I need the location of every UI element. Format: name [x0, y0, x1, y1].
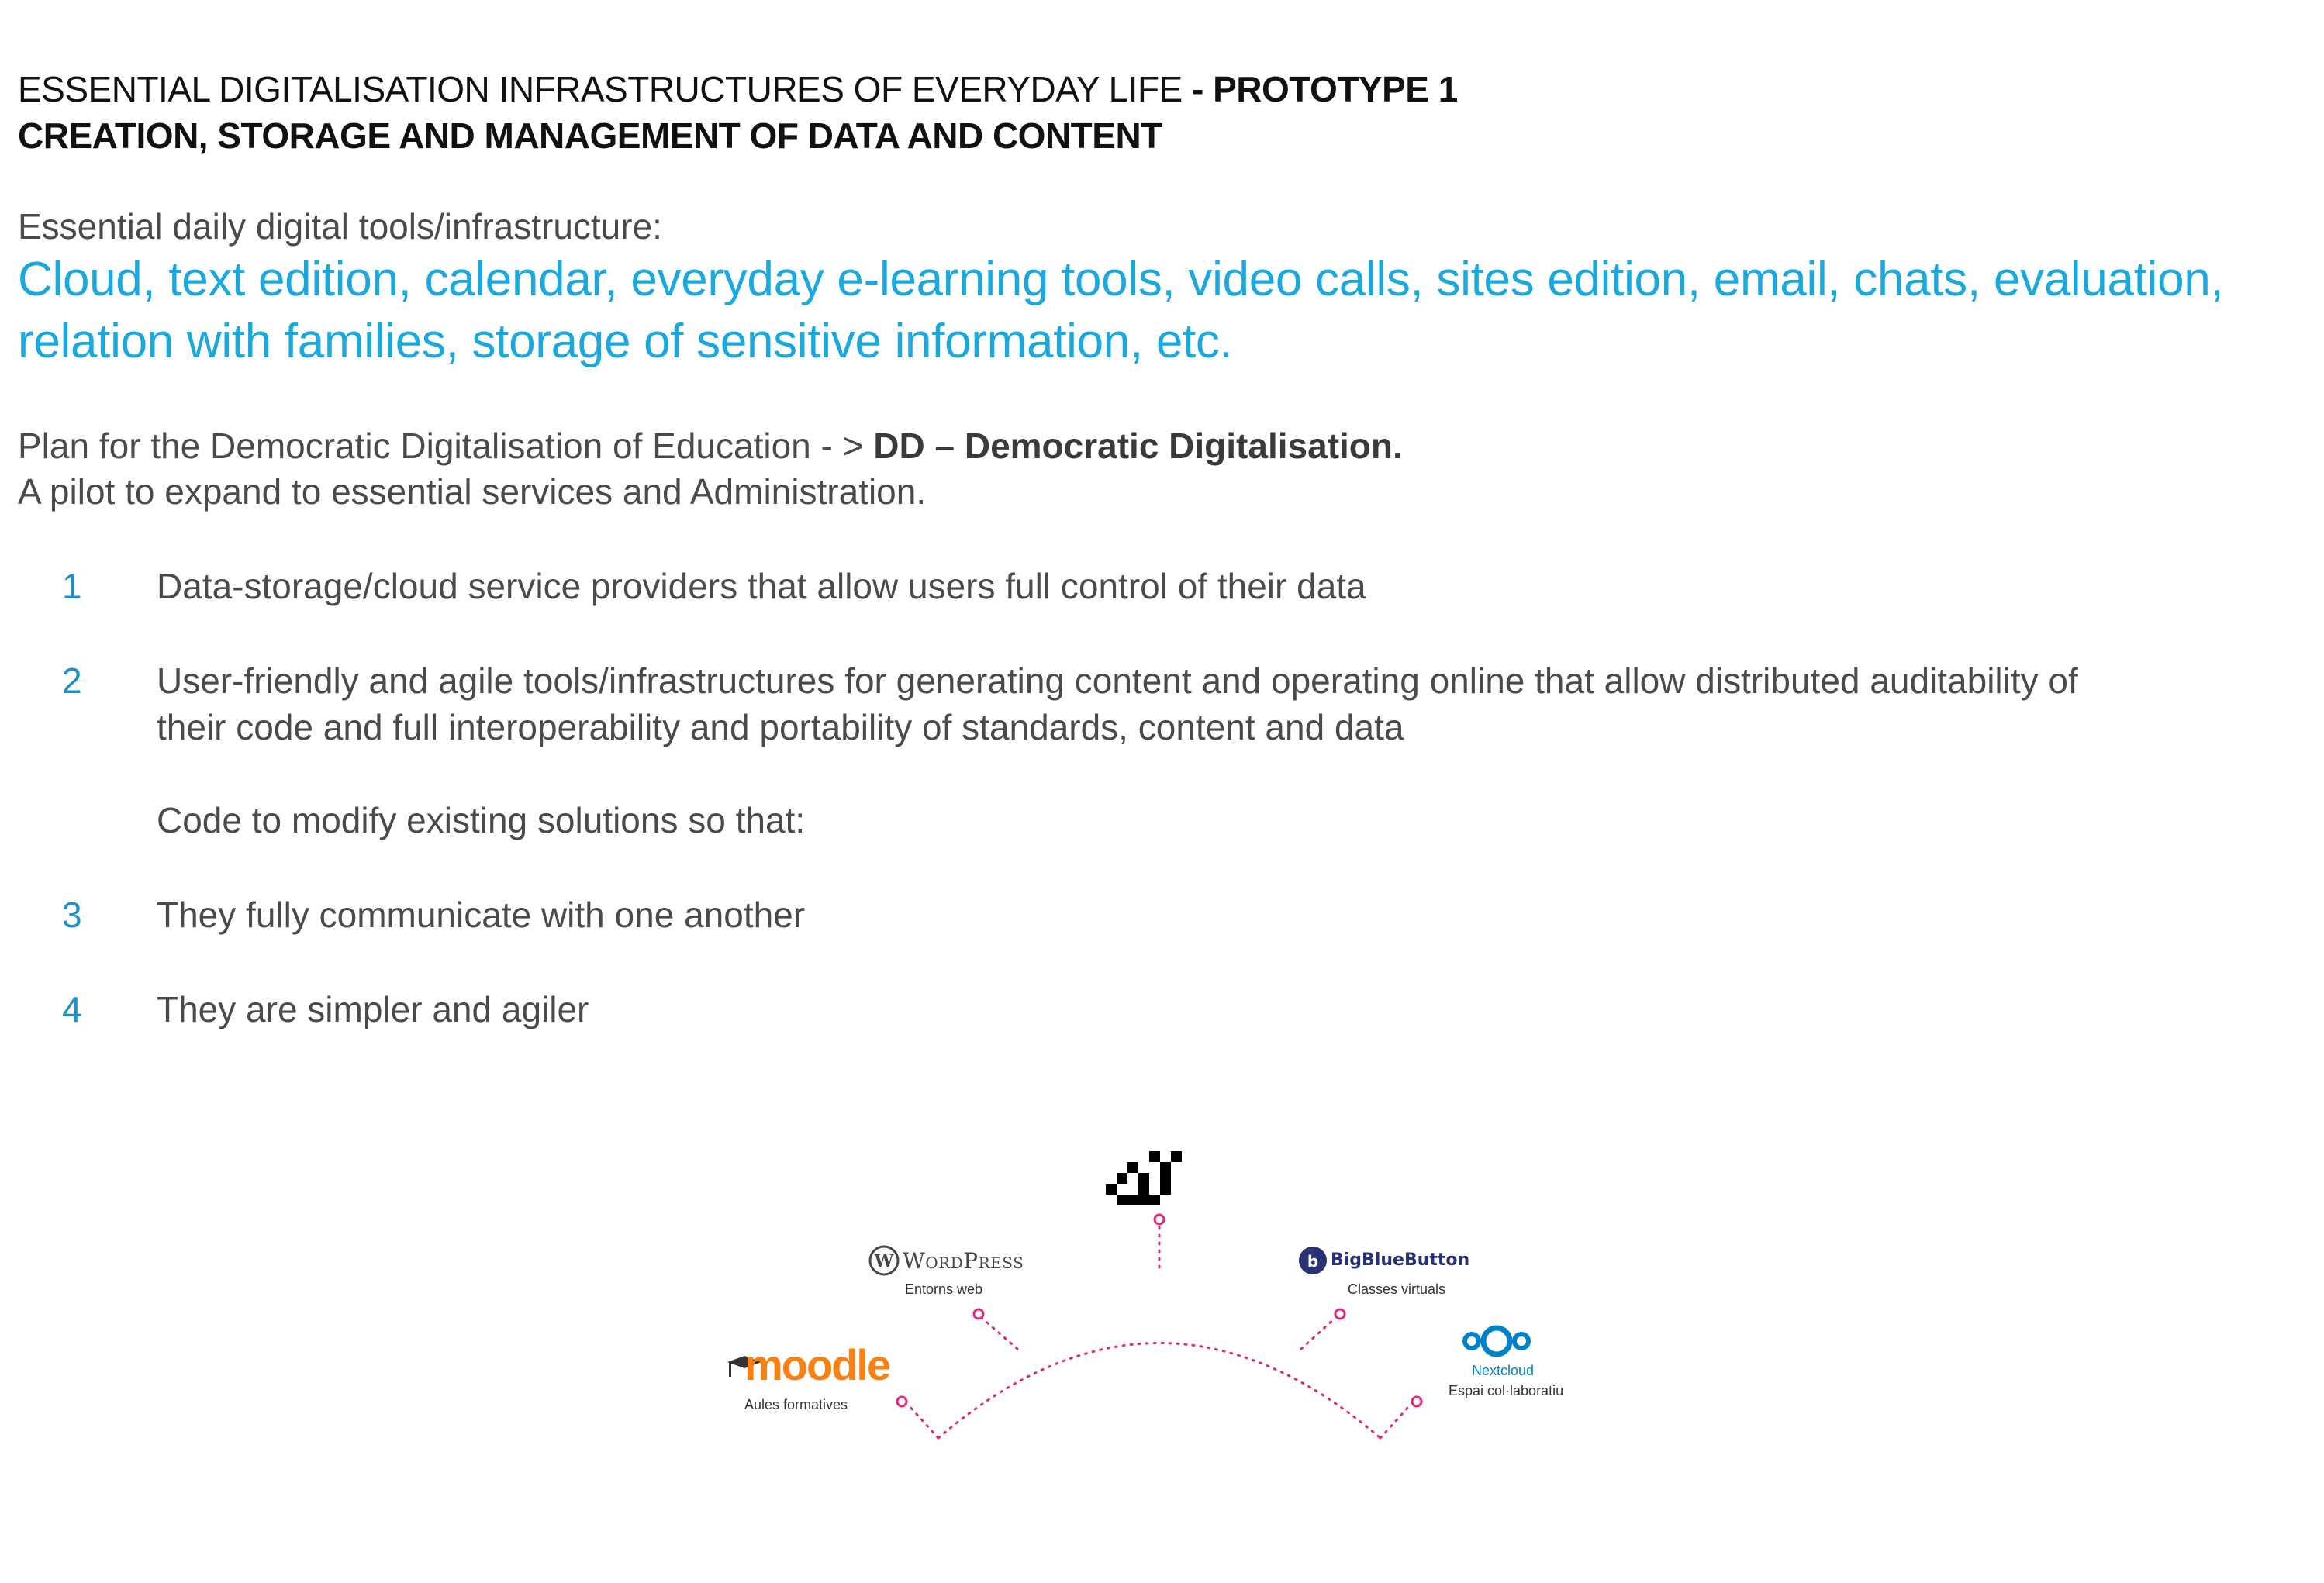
list-item-text: They are simpler and agiler	[157, 989, 589, 1029]
list-item-text: User-friendly and agile tools/infrastructures for generating content and operating online that allow distributed auditability of	[157, 660, 2078, 701]
dotted-spoke	[1301, 1318, 1335, 1349]
svg-text:b: b	[1307, 1252, 1319, 1271]
moodle-caption: Aules formatives	[744, 1397, 848, 1412]
dotted-arc	[938, 1343, 1380, 1439]
bigbluebutton-caption: Classes virtuals	[1348, 1281, 1446, 1297]
list-item-number: 2	[62, 660, 82, 701]
list-item-text: They fully communicate with one another	[157, 895, 806, 935]
page-subtitle: CREATION, STORAGE AND MANAGEMENT OF DATA AND CONTENT	[18, 116, 1162, 156]
nextcloud-wordmark: Nextcloud	[1472, 1363, 1535, 1378]
wordpress-caption: Entorns web	[905, 1281, 983, 1297]
bigbluebutton-wordmark: BigBlueButton	[1331, 1250, 1470, 1270]
intro-label: Essential daily digital tools/infrastructure:	[18, 206, 662, 247]
wordpress-wordmark: WordPress	[903, 1248, 1024, 1274]
list-item-number: 3	[62, 895, 82, 935]
list-item-text-continuation: their code and full interoperability and portability of standards, content and data	[157, 707, 1404, 747]
plan-line-1: Plan for the Democratic Digitalisation of Education - > DD – Democratic Digitalisation.	[18, 426, 1403, 466]
dotted-spoke	[1380, 1405, 1410, 1438]
list-item-text: Data-storage/cloud service providers that allow users full control of their data	[157, 566, 1366, 606]
moodle-wordmark: moodle	[744, 1340, 890, 1389]
dd-pixel-logo-icon	[1106, 1151, 1182, 1205]
node-circle	[1155, 1215, 1164, 1224]
list-subheading: Code to modify existing solutions so that:	[157, 800, 806, 840]
nextcloud-icon	[1465, 1328, 1528, 1354]
node-circle	[974, 1309, 983, 1319]
node-circle	[1412, 1397, 1421, 1406]
node-circle	[897, 1397, 906, 1406]
intro-highlight-line-1: Cloud, text edition, calendar, everyday e-learning tools, video calls, sites edition, email, chats, evaluation,	[18, 253, 2224, 306]
bigbluebutton-icon	[1299, 1247, 1327, 1274]
intro-highlight-line-2: relation with families, storage of sensitive information, etc.	[18, 315, 1233, 368]
list-item-number: 4	[62, 989, 82, 1029]
page-title: ESSENTIAL DIGITALISATION INFRASTRUCTURES OF EVERYDAY LIFE - PROTOTYPE 1	[18, 69, 1458, 109]
dotted-spoke	[982, 1318, 1017, 1349]
dotted-spoke	[909, 1405, 938, 1438]
nextcloud-caption: Espai col·laboratiu	[1449, 1383, 1564, 1398]
svg-text:W: W	[874, 1251, 894, 1271]
tools-diagram	[698, 1132, 1628, 1457]
list-item-number: 1	[62, 566, 82, 606]
plan-line-2: A pilot to expand to essential services and Administration.	[18, 471, 927, 512]
wordpress-icon	[870, 1247, 898, 1274]
node-circle	[1335, 1309, 1345, 1319]
